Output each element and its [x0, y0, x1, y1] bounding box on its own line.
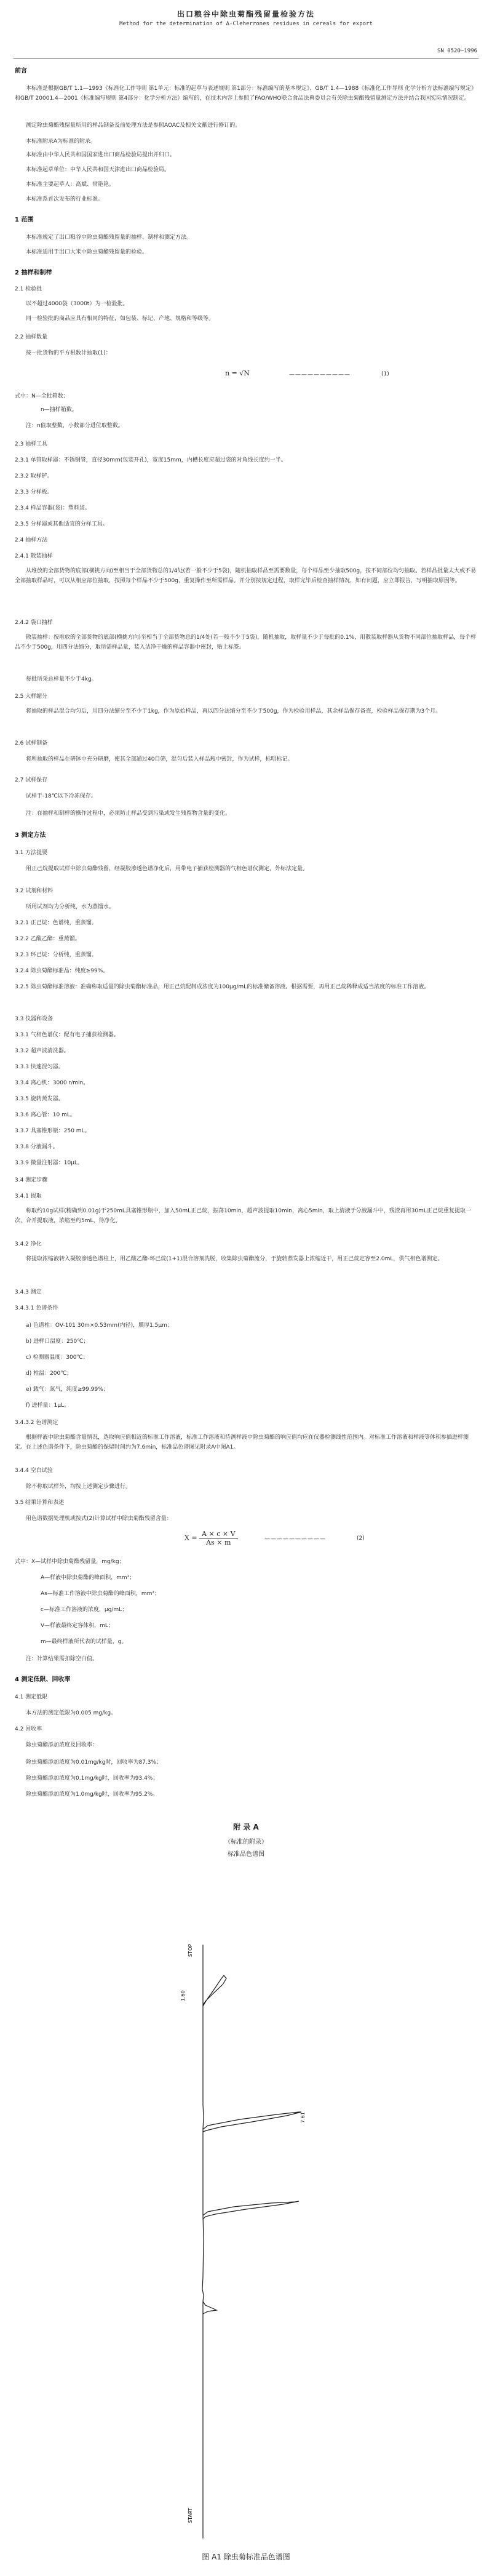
subsection-heading: 4.2 回收率: [15, 1726, 42, 1732]
section-paragraph: 按一批货物的平方根数计抽取(1)：: [26, 350, 111, 356]
section-paragraph: 以不超过4000袋（3000t）为一检验批。: [26, 301, 129, 307]
foreword-paragraph: 本标准是根据GB/T 1.1—1993《标准化工作导则 第1单元：标准的起草与表述规则 第1部分：标准编写的基本规定》、GB/T 1.4—1988《标准化工作导则 化学分析方法标准编写规定》和GB/T 20001.4—2001《标准编写规则 第4部分：化学分析方法》编写的，在技术内容上参照了FAO/WHO联合食品法典委员会有关除虫菊酯残留量测定方法并结合我国实际情况制定。: [15, 86, 477, 102]
section-paragraph: 从堆放的全部货物的底部(横挑方向)至相当于全部货物总的1/4处(若一般不少于5袋)，随机抽取样品至需要数量，每个样品至少抽取500g，按不同部位均匀抽取。若样品批量太大或不易全部抽取样品时，可以从相应部位抽取，按照每个样品不少于500g，重复操作至所需样品。并分别按规定过程，取样完毕后检查抽样情况，如有问题，应立即报告，写明抽取原因等。: [15, 568, 477, 584]
section-heading: 3 测定方法: [15, 832, 46, 839]
section-note: 注：在抽样和制样的操作过程中，必须防止样品受到污染或发生残留物含量的变化。: [26, 810, 231, 817]
subsection-heading: 2.4 抽样方法: [15, 537, 48, 543]
subsection-heading: 2.4.2 袋口抽样: [15, 620, 53, 626]
foreword-paragraph: 本标准由中华人民共和国国家进出口商品检验局提出并归口。: [26, 152, 176, 158]
list-item: 3.3.1 气相色谱仪：配有电子捕获检测器。: [15, 1032, 119, 1038]
list-item: b) 进样口温度：250℃；: [26, 1338, 89, 1345]
subsection-heading: 3.4.3.1 色谱条件: [15, 1305, 58, 1311]
section-heading: 1 范围: [15, 217, 34, 223]
document-subtitle: Method for the determination of Δ-Cleherrones residues in cereals for export: [119, 21, 373, 27]
foreword-paragraph: 测定除虫菊酯残留量所用的样品制备及前处理方法是参照AOAC及相关文献进行修订的。: [26, 122, 241, 129]
peak-label-retention: 1.60: [180, 1990, 186, 2001]
section-paragraph: 用色谱数据处理机或按式(2)计算试样中除虫菊酯残留含量：: [26, 1516, 172, 1522]
subsection-heading: 2.1 检验批: [15, 286, 42, 292]
formula-where: m—最终样液所代表的试样量，g。: [41, 1639, 127, 1645]
formula-2: [184, 1530, 238, 1546]
list-item: a) 色谱柱：OV-101 30m×0.53mm(内径)，膜厚1.5μm；: [26, 1322, 173, 1329]
list-item: 2.3.2 取样铲。: [15, 473, 53, 479]
list-item: 3.2.1 正己烷：色谱纯，重蒸馏。: [15, 920, 97, 926]
list-item: e) 载气：氮气，纯度≥99.99%；: [26, 1386, 109, 1393]
section-paragraph: 将提取浓缩液转入凝胶渗透色谱柱上，用乙酸乙酯-环己烷(1+1)混合溶剂洗脱，收集除虫菊酯流分，于旋转蒸发器上浓缩近干，用正己烷定容至2.0mL，供气相色谱测定。: [26, 1256, 443, 1262]
subsection-heading: 3.4.3.2 色谱测定: [15, 1420, 58, 1426]
list-item: 3.3.8 分液漏斗。: [15, 1144, 58, 1150]
formula-note: 注：n值取整数，小数部分进位取整数。: [26, 423, 124, 429]
list-item: 3.2.2 乙酸乙酯：重蒸馏。: [15, 936, 81, 942]
section-paragraph: 散装抽样：按堆放的全部货物的底部(横挑方向)至相当于全部货物总的1/4处(若一般不少于5袋)，随机抽取，取样量不少于每批的0.1%，用散装取样器从货物不同部位抽取样品，每个样品不少于500g，用四分法缩分，取所需样品量，装入洁净干燥的样品容器中密封，贴上标签。: [15, 634, 477, 650]
subsection-heading: 2.5 大样缩分: [15, 694, 48, 700]
foreword-paragraph: 本标准附录A为标准的附录。: [26, 138, 97, 145]
standard-number: SN 0520—1996: [437, 48, 477, 54]
formula-where: A—样液中除虫菊酯的峰面积，mm²；: [41, 1575, 135, 1581]
section-paragraph: 除虫菊酯添加浓度及回收率：: [26, 1742, 98, 1748]
list-item: 3.3.7 具塞锥形瓶：250 mL。: [15, 1128, 90, 1134]
foreword-heading: 前言: [15, 68, 27, 74]
list-item: 3.3.3 快速混匀器。: [15, 1064, 64, 1070]
analyte-peak: [203, 2201, 299, 2219]
formula-2-numerator: A × c × V: [199, 1530, 237, 1538]
formula-1: n = √N: [225, 369, 250, 377]
list-item: 3.3.2 超声波清洗器。: [15, 1048, 69, 1054]
chromatogram-figure: [178, 1871, 326, 2542]
section-paragraph: 将所抽取的样品在研钵中充分研磨，使其全部通过40目筛，混匀后装入样品瓶中密封，作为试样，标明标记。: [26, 756, 293, 762]
peak-label-retention: 7.61: [300, 2112, 306, 2123]
list-item: 3.3.4 离心机：3000 r/min。: [15, 1080, 89, 1086]
subsection-heading: 3.4.3 测定: [15, 1289, 42, 1295]
section-paragraph: 除不称取试样外，均按上述测定步骤进行。: [26, 1484, 132, 1490]
list-item: 3.3.9 微量注射器：10μL。: [15, 1160, 83, 1166]
section-paragraph: 本方法的测定低限为0.005 mg/kg。: [26, 1710, 117, 1716]
section-paragraph: 称取约10g试样(精确到0.01g)于250mL具塞锥形瓶中，加入50mL正己烷，振荡10min，超声波提取10min，离心5min，取上清液于分液漏斗中，残渣再用30mL正己烷重复提取一次，合并提取液，浓缩至约5mL，待净化。: [15, 1208, 471, 1224]
formula-2-number: (2): [357, 1535, 365, 1542]
section-paragraph: 根据样液中除虫菊酯含量情况，选取响应值相近的标准工作溶液，标准工作溶液和待测样液中除虫菊酯的响应值均应在仪器检测线性范围内。对标准工作溶液和样液等体积参插进样测定。在上述色谱条件下，除虫菊酯的保留时间约为7.6min，标准品色谱图见附录A中图A1。: [15, 1434, 469, 1450]
subsection-heading: 3.4.2 净化: [15, 1241, 42, 1247]
subsection-heading: 3.4.4 空白试验: [15, 1468, 53, 1474]
section-heading: 4 测定低限、回收率: [15, 1676, 71, 1683]
formula-2-denominator: As × m: [206, 1538, 231, 1546]
solvent-peak: [203, 1975, 226, 2006]
subsection-heading: 4.1 测定低限: [15, 1694, 48, 1700]
section-paragraph: 将抽取的样品混合均匀后，用四分法缩分至不少于1kg，作为原始样品，再以四分法缩分至不少于500g，作为检验用样品，其余样品保存备查，检验样品保存期为3个月。: [26, 708, 442, 714]
foreword-paragraph: 本标准系首次发布的行业标准。: [26, 196, 104, 202]
list-item: 3.2.3 环己烷：分析纯，重蒸馏。: [15, 952, 97, 958]
appendix-title: 附 录 A: [233, 1823, 259, 1831]
list-item: f) 进样量：1μL。: [26, 1402, 70, 1409]
formula-where: n—抽样箱数。: [41, 407, 77, 413]
foreword-paragraph: 本标准主要起草人：高斌、常艳艳。: [26, 182, 115, 188]
formula-where: 式中：X—试样中除虫菊酯残留量，mg/kg；: [15, 1559, 125, 1565]
subsection-heading: 2.4.1 散装抽样: [15, 553, 53, 559]
foreword-paragraph: 本标准起草单位：中华人民共和国天津进出口商品检验局。: [26, 167, 170, 173]
list-item: 2.3.3 分样板。: [15, 489, 53, 495]
section-paragraph: 用正己烷提取试样中除虫菊酯残留，经凝胶渗透色谱净化后，用带电子捕获检测器的气相色谱仪测定，外标法定量。: [26, 866, 309, 872]
chromatogram-stop-label: STOP: [188, 1943, 193, 1957]
subsection-heading: 3.2 试剂和材料: [15, 888, 54, 894]
list-item: 除虫菊酯添加浓度为0.01mg/kg时，回收率为87.3%；: [26, 1759, 162, 1766]
list-item: 除虫菊酯添加浓度为0.1mg/kg时，回收率为93.4%；: [26, 1775, 159, 1782]
list-item: 2.3.4 样品容器(袋)：塑料袋。: [15, 505, 90, 511]
subsection-heading: 3.4 测定步骤: [15, 1177, 48, 1183]
section-paragraph: 本标准适用于出口大米中除虫菊酯残留量的检验。: [26, 249, 148, 255]
section-paragraph: 所用试剂均为分析纯，水为蒸馏水。: [26, 904, 115, 910]
formula-2-fraction: [199, 1530, 237, 1546]
formula-where: c—标准工作溶液的浓度，μg/mL；: [41, 1607, 128, 1613]
section-paragraph: 本标准规定了出口粮谷中除虫菊酯残留量的抽样、制样和测定方法。: [26, 234, 192, 241]
list-item: c) 检测器温度：300℃；: [26, 1354, 89, 1361]
list-item: 3.3.5 旋转蒸发器。: [15, 1096, 64, 1102]
figure-caption: 图 A1 除虫菊标准品色谱图: [202, 2553, 290, 2561]
formula-where: V—样液最终定容体积，mL；: [41, 1623, 114, 1629]
document-title: 出口粮谷中除虫菊酯残留量检验方法: [177, 10, 315, 18]
chromatogram-trace: [202, 1945, 204, 2538]
formula-2-leader: ——————————: [264, 1536, 326, 1542]
appendix-subtitle: （标准的附录）: [224, 1839, 268, 1846]
subsection-heading: 3.1 方法提要: [15, 850, 48, 856]
subsection-heading: 3.3 仪器和设备: [15, 1016, 54, 1022]
formula-1-number: (1): [381, 371, 389, 377]
section-paragraph: 同一检验批的商品应具有相同的特征，如包装、标记、产地、规格和等级等。: [26, 316, 215, 322]
chromatogram-start-label: START: [188, 2508, 193, 2523]
subsection-heading: 2.2 抽样数量: [15, 334, 48, 340]
subsection-heading: 2.3 抽样工具: [15, 441, 48, 447]
formula-where: As—标准工作溶液中除虫菊酯的峰面积，mm²；: [41, 1591, 160, 1597]
list-item: 3.2.5 除虫菊酯标准溶液：准确称取适量的除虫菊酯标准品，用正己烷配制成浓度为100μg/mL的标准储备溶液。根据需要，再用正己烷稀释成适当浓度的标准工作溶液。: [15, 984, 430, 990]
subsection-heading: 3.4.1 提取: [15, 1193, 42, 1199]
list-item: 2.3.1 单管取样器：不锈钢管，直径30mm(包装开孔)，宽度15mm，内槽长度应超过袋的对角线长度约一半。: [15, 457, 287, 463]
subsection-heading: 2.6 试样制备: [15, 740, 48, 746]
formula-1-leader: ——————————: [289, 372, 351, 378]
subsection-heading: 2.7 试样保存: [15, 777, 48, 783]
list-item: 2.3.5 分样器或其他适宜的分样工具。: [15, 521, 108, 527]
section-paragraph: 试样于-18℃以下冷冻保存。: [26, 793, 97, 799]
section-paragraph: 每批所采总样量不少于4kg。: [26, 676, 97, 682]
list-item: 3.3.6 离心管：10 mL。: [15, 1112, 76, 1118]
list-item: d) 柱温：200℃；: [26, 1370, 73, 1377]
formula-2-lhs: X =: [184, 1534, 197, 1542]
subsection-heading: 3.5 结果计算和表述: [15, 1500, 65, 1506]
second-peak: [203, 2112, 301, 2132]
formula-note: 注：计算结果需扣除空白值。: [26, 1656, 98, 1662]
formula-where: 式中：N—全批箱数；: [15, 393, 69, 399]
list-item: 3.2.4 除虫菊酯标准品：纯度≥99%。: [15, 968, 109, 974]
appendix-figure-title: 标准品色谱图: [228, 1851, 264, 1858]
section-heading: 2 抽样和制样: [15, 270, 52, 276]
early-peak: [203, 2302, 216, 2314]
list-item: 除虫菊酯添加浓度为1.0mg/kg时，回收率为95.2%。: [26, 1791, 159, 1798]
